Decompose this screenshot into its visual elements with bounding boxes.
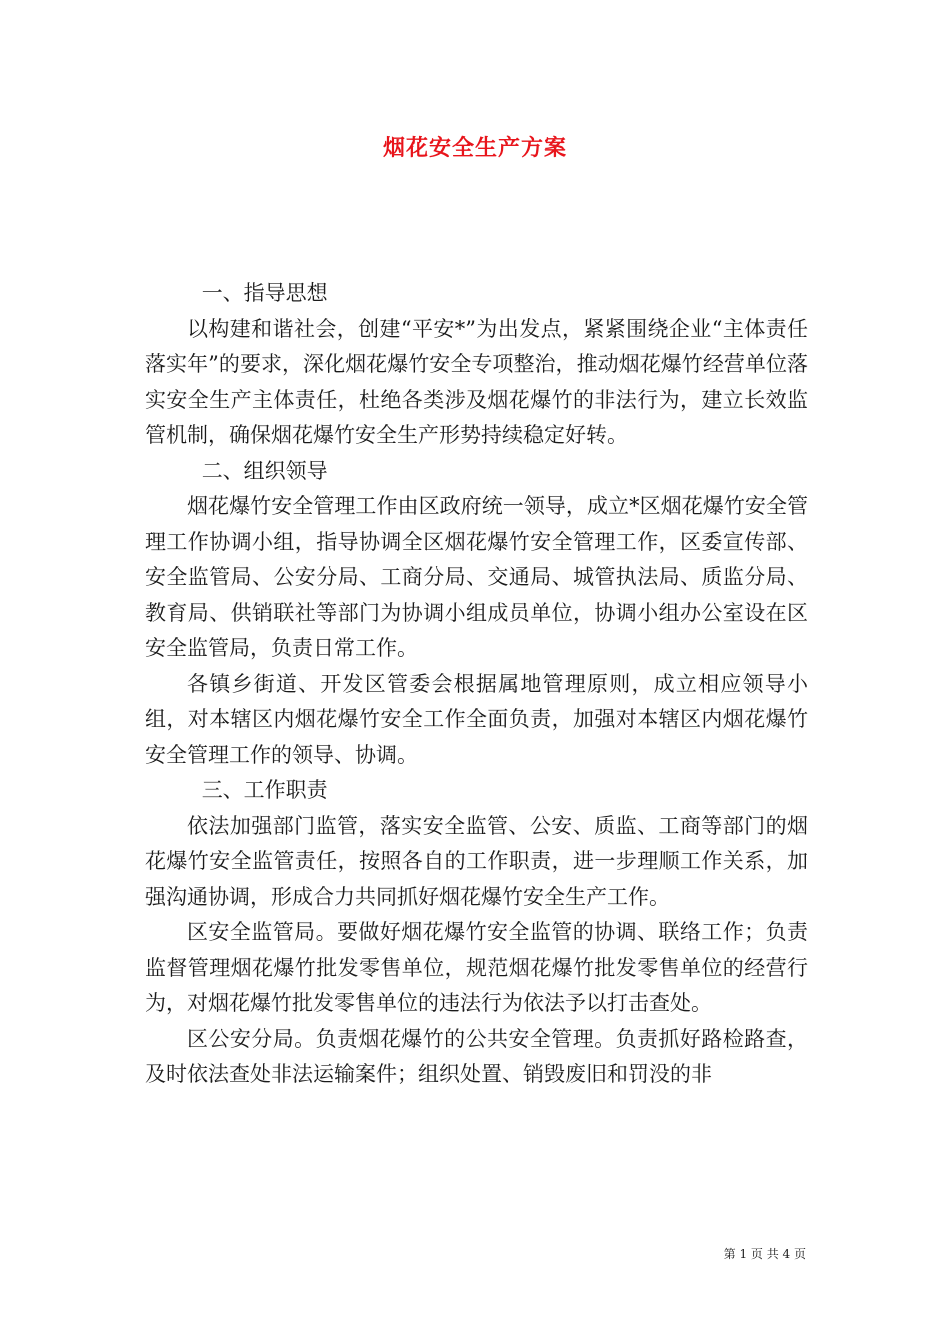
paragraph: 依法加强部门监管，落实安全监管、公安、质监、工商等部门的烟花爆竹安全监管责任，按照各自的工作职责，进一步理顺工作关系，加强沟通协调，形成合力共同抓好烟花爆竹安全生产工作。 bbox=[145, 813, 808, 909]
section-heading-organization: 二、组织领导 bbox=[201, 458, 328, 483]
paragraph: 各镇乡街道、开发区管委会根据属地管理原则，成立相应领导小组，对本辖区内烟花爆竹安全工作全面负责，加强对本辖区内烟花爆竹安全管理工作的领导、协调。 bbox=[145, 671, 808, 767]
page-number-footer: 第 1 页 共 4 页 bbox=[723, 1247, 806, 1261]
document-body bbox=[145, 276, 808, 1093]
document-title: 烟花安全生产方案 bbox=[382, 135, 567, 161]
paragraph: 以构建和谐社会，创建“平安*”为出发点，紧紧围绕企业“主体责任落实年”的要求，深化烟花爆竹安全专项整治，推动烟花爆竹经营单位落实安全生产主体责任，杜绝各类涉及烟花爆竹的非法行为，建立长效监管机制，确保烟花爆竹安全生产形势持续稳定好转。 bbox=[145, 316, 808, 447]
paragraph: 区公安分局。负责烟花爆竹的公共安全管理。负责抓好路检路查，及时依法查处非法运输案件；组织处置、销毁废旧和罚没的非 bbox=[145, 1026, 808, 1086]
section-heading-guiding-thought: 一、指导思想 bbox=[201, 281, 328, 305]
section-heading-responsibilities: 三、工作职责 bbox=[201, 778, 328, 802]
paragraph: 区安全监管局。要做好烟花爆竹安全监管的协调、联络工作；负责监督管理烟花爆竹批发零售单位，规范烟花爆竹批发零售单位的经营行为，对烟花爆竹批发零售单位的违法行为依法予以打击查处。 bbox=[145, 920, 808, 1015]
paragraph: 烟花爆竹安全管理工作由区政府统一领导，成立*区烟花爆竹安全管理工作协调小组，指导协调全区烟花爆竹安全管理工作，区委宣传部、安全监管局、公安分局、工商分局、交通局、城管执法局、质监分局、教育局、供销联社等部门为协调小组成员单位，协调小组办公室设在区安全监管局，负责日常工作。 bbox=[145, 494, 808, 660]
